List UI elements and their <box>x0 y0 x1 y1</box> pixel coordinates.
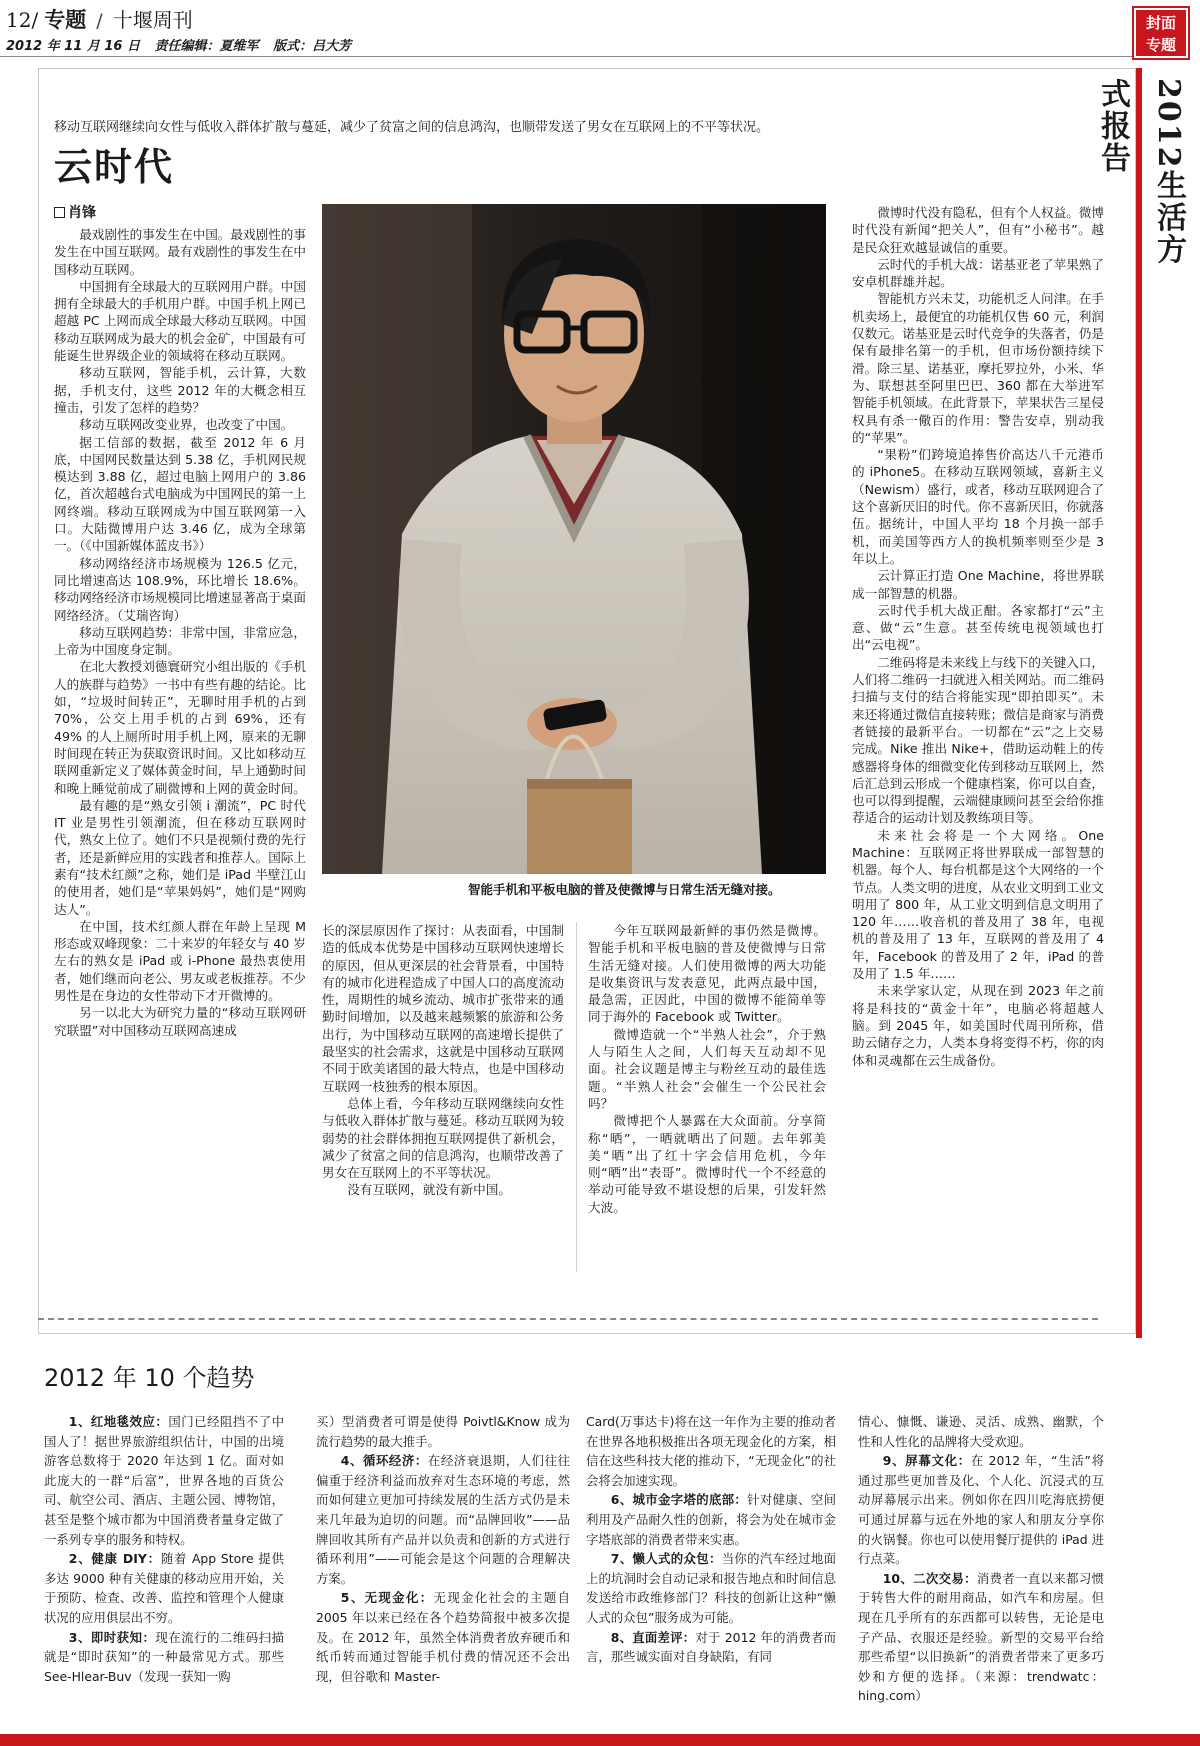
trends-column-2 <box>316 1412 570 1728</box>
trends-column-3 <box>586 1412 836 1728</box>
trend-item <box>44 1412 284 1549</box>
article-paragraph: 总体上看，今年移动互联网继续向女性与低收入群体扩散与蔓延。移动互联网为较弱势的社会群体拥抱互联网提供了新机会，减少了贫富之间的信息鸿沟，也顺带改善了男女在互联网上的不平等状况。 <box>322 1095 564 1181</box>
stamp-line-1: 封面 <box>1145 14 1176 32</box>
article-paragraph: 另一以北大为研究力量的“移动互联网研究联盟”对中国移动互联网高速成 <box>54 1005 306 1038</box>
article-paragraph: 在北大教授刘德寰研究小组出版的《手机人的族群与趋势》一书中有些有趣的结论。比如，“垃圾时间转正”，无聊时用手机的占到 70%，公交上用手机的占到 69%，还有 49% 的人上厕所时用手机上网，原来的无聊时间现在转正为获取资讯时间。又比如移动互联网重新定义了媒体黄金时间，早上通勤时间和晚上睡觉前成了刷微博和上网的黄金时间。 <box>54 659 306 796</box>
article-paragraph: 未来学家认定，从现在到 2023 年之前将是科技的“黄金十年”，电脑必将超越人脑。到 2045 年，如美国时代周刊所称，借助云储存之力，人类本身将变得不朽，你的肉体和灵魂都在云生成备份。 <box>852 983 1104 1068</box>
article-paragraph: 在中国，技术红颜人群在年龄上呈现 M 形态或双峰现象：二十来岁的年轻女与 40 岁左右的熟女是 iPad 或 i-Phone 最热衷使用者，她们继而向老公、男友或老板推荐。不少男性是在身边的女性带动下才开微博的。 <box>54 918 306 1004</box>
article-paragraph: 据工信部的数据，截至 2012 年 6 月底，中国网民数量达到 5.38 亿，手机网民规模达到 3.88 亿，超过电脑上网用户的 3.86 亿，首次超越台式电脑成为中国网民的第一上网终端。移动互联网成为中国互联网第一入口。大陆微博用户达 3.46 亿，成为全球第一。（《中国新媒体蓝皮书》） <box>54 434 306 554</box>
trends-title: 2012 年 10 个趋势 <box>44 1364 255 1392</box>
trend-item-text: 在 2012 年，“生活”将通过那些更加普及化、个人化、沉浸式的互动屏幕展示出来。例如你在四川吃海底捞便可通过屏幕与远在外地的家人和朋友分享你的火锅餐。你也可以使用餐厅提供的 iPad 进行点菜。 <box>858 1453 1104 1567</box>
trend-item <box>44 1549 284 1627</box>
trend-item-label: 8、直面差评： <box>610 1629 696 1645</box>
article-paragraph: 没有互联网，就没有新中国。 <box>347 1182 511 1198</box>
photo-illustration <box>322 204 826 874</box>
trend-item <box>586 1490 836 1549</box>
trend-item-text: 针对健康、空间利用及产品耐久性的创新，将会为处在城市金字塔底部的消费者带来实惠。 <box>586 1492 836 1547</box>
article-paragraph: 智能机方兴未艾，功能机乏人问津。在手机卖场上，最便宜的功能机仅售 60 元，利润仅数元。诺基亚是云时代竞争的失落者，仍是保有最排名第一的手机，但市场份额持续下滑。除三星、诺基亚，摩托罗拉外，小米、华为、联想甚至阿里巴巴、360 都在大举进军智能手机领域。在此背景下，苹果状告三星侵权具有杀一儆百的作用：警告安卓，别动我的“苹果”。 <box>852 291 1104 445</box>
trend-item-label: 1、红地毯效应： <box>68 1414 169 1429</box>
trend-item <box>316 1588 570 1686</box>
trend-item-text: Card(万事达卡)将在这一年作为主要的推动者在世界各地积极推出各项无现金化的方案，相信在这些科技大佬的推动下，“无现金化”的社会将会加速实现。 <box>586 1414 836 1488</box>
editor-credit: 责任编辑：夏维军 <box>154 39 259 54</box>
article-paragraph: 移动互联网趋势：非常中国，非常应急，上帝为中国度身定制。 <box>54 624 306 658</box>
column-divider <box>576 922 577 1272</box>
article-paragraph: “果粉”们跨境追捧售价高达八千元港币的 iPhone5。在移动互联网领域，喜新主义（Newism）盛行，或者，移动互联网迎合了这个喜新厌旧的时代。你不喜新厌旧，你就落伍。据统计，中国人平均 18 个月换一部手机，而美国等西方人的换机频率则至少是 3 年以上。 <box>852 447 1104 566</box>
article-column-3 <box>588 922 826 1278</box>
article-paragraph: 二维码将是未来线上与线下的关键入口，人们将二维码一扫就进入相关网站。而二维码扫描与支付的结合将能实现“即拍即买”。未来还将通过微信直接转账；微信是商家与消费者链接的最新平台。一切都在“云”之上交易完成。Nike 推出 Nike+，借助运动鞋上的传感器将身体的细微变化传到移动互联网上，然后汇总到云形成一个健康档案，你可以自查，也可以得到提醒，云端健康顾问甚至会给你推荐适合的运动计划及教练项目等。 <box>852 654 1104 826</box>
trends-column-1 <box>44 1412 284 1728</box>
section-name: 专题 <box>44 8 87 32</box>
page-header <box>0 0 1200 70</box>
stamp-line-2: 专题 <box>1145 36 1176 54</box>
section-stamp <box>1132 6 1190 60</box>
trend-item <box>858 1451 1104 1569</box>
article-paragraph: 未来社会将是一个大网络。One Machine：互联网正将世界联成一部智慧的机器。每个人、每台机都是这个大网络的一个节点。人类文明的进度，从农业文明到工业文明用了 800 年，从工业文明到信息文明用了 120 年……收音机的普及用了 38 年，电视机的普及用了 13 年，互联网的普及用了 4 年，Facebook 的普及用了 2 年，iPad 的普及用了 1.5 年…… <box>852 827 1104 982</box>
section-divider <box>38 1318 1098 1320</box>
author-name: 肖锋 <box>68 205 96 221</box>
trend-item-label: 5、无现金化： <box>340 1590 434 1606</box>
article-column-1 <box>54 226 306 1278</box>
byline-box-icon <box>54 207 65 218</box>
header-credits <box>6 35 361 54</box>
issue-date: 2012 年 11 月 16 日 <box>6 39 140 54</box>
trend-item-label: 3、即时获知： <box>68 1629 156 1645</box>
article-paragraph: 长的深层原因作了探讨：从表面看，中国制造的低成本优势是中国移动互联网快速增长的原因，但从更深层的社会背景看，中国特有的城市化进程造成了中国人口的高度流动性，周期性的城乡流动、城市扩张带来的通勤时间增加，以及越来越频繁的旅游和公务出行，为中国移动互联网的高速增长提供了最坚实的社会需求，这就是中国移动互联网不同于欧美诸国的最大特点，也是中国移动互联网一枝独秀的根本原因。 <box>322 923 564 1094</box>
article-lede: 移动互联网继续向女性与低收入群体扩散与蔓延，减少了贫富之间的信息鸿沟，也顺带发送了男女在互联网上的不平等状况。 <box>54 120 770 135</box>
article-paragraph: 云时代的手机大战：诺基亚老了苹果熟了安卓机群雄并起。 <box>852 256 1104 290</box>
article-paragraph: 微博把个人暴露在大众面前。分享简称“晒”，一晒就晒出了问题。去年郭美美“晒”出了红十字会信用危机，今年则“晒”出“表哥”。微博时代一个不经意的举动可能导致不堪设想的后果，引发轩然大波。 <box>588 1113 826 1215</box>
trend-item-label: 6、城市金字塔的底部： <box>610 1492 748 1508</box>
trend-item-label: 7、懒人式的众包： <box>610 1551 722 1567</box>
trend-item-label: 9、屏幕文化： <box>882 1453 971 1469</box>
trend-item <box>44 1628 284 1687</box>
article-paragraph: 云计算正打造 One Machine，将世界联成一部智慧的机器。 <box>852 568 1104 601</box>
report-year: 2012 <box>1151 78 1186 170</box>
page-number: 12/ <box>6 8 39 32</box>
trends-column-4 <box>858 1412 1104 1728</box>
article-paragraph: 今年互联网最新鲜的事仍然是微博。智能手机和平板电脑的普及使微博与日常生活无缝对接。人们使用微博的两大功能是收集资讯与发表意见，此两点最中国，最急需，正因此，中国的微博不能简单等同于海外的 Facebook 或 Twitter。 <box>588 923 826 1025</box>
article-paragraph: 移动互联网改变业界，也改变了中国。 <box>79 417 294 433</box>
trend-item-label: 2、健康 DIY： <box>68 1551 161 1567</box>
trend-item <box>586 1549 836 1627</box>
trend-item-text: 无现金化社会的主题自 2005 年以来已经在各个趋势简报中被多次提及。在 2012 年，虽然全体消费者放弃硬币和纸币转而通过智能手机付费的情况还不会出现，但谷歌和 Master- <box>316 1590 570 1684</box>
article-paragraph: 微博时代没有隐私，但有个人权益。微博时代没有新闻“把关人”，但有“小秘书”。越是民众狂欢越显诚信的重要。 <box>852 205 1104 255</box>
article-title: 云时代 <box>54 144 175 189</box>
header-separator: / <box>96 10 103 32</box>
article-paragraph: 最有趣的是“熟女引领 i 潮流”，PC 时代 IT 业是男性引领潮流，但在移动互联网时代，熟女上位了。她们不只是视频付费的先行者，还是新鲜应用的实践者和推荐人。国际上素有“技术红颜”之称，她们是 iPad 半壁江山的使用者，她们是“苹果妈妈”，她们是“网购达人”。 <box>54 797 306 917</box>
trend-item-text: 买）型消费者可谓是使得 Poivtl&Know 成为流行趋势的最大推手。 <box>316 1414 570 1449</box>
trend-item <box>316 1412 570 1451</box>
article-paragraph: 云时代手机大战正酣。各家都打“云”主意、做“云”生意。甚至传统电视领域也打出“云电视”。 <box>852 602 1104 653</box>
trend-item-label: 4、循环经济： <box>340 1453 428 1469</box>
vertical-report-title <box>1095 78 1196 278</box>
trend-item-label: 10、二次交易： <box>882 1570 977 1586</box>
layout-credit: 版式：吕大芳 <box>273 39 352 54</box>
article-paragraph: 移动互联网，智能手机，云计算，大数据，手机支付，这些 2012 年的大概念相互撞击，引发了怎样的趋势？ <box>54 365 306 415</box>
header-masthead <box>6 4 193 34</box>
trend-item <box>858 1412 1104 1451</box>
trend-item-text: 现在流行的二维码扫描就是“即时获知”的一种最常见方式。那些 See-Hlear-Buv（发现一获知一购 <box>44 1629 284 1684</box>
article-photo <box>322 204 826 874</box>
article-column-4 <box>852 204 1104 1278</box>
header-rule <box>0 56 1135 57</box>
article-paragraph: 最戏剧性的事发生在中国。最戏剧性的事发生在中国互联网。最有戏剧性的事发生在中国移动互联网。 <box>54 227 306 277</box>
article-paragraph: 移动网络经济市场规模为 126.5 亿元，同比增速高达 108.9%，环比增长 18.6%。移动网络经济市场规模同比增速显著高于桌面网络经济。（艾瑞咨询） <box>54 555 306 623</box>
report-title: 生活方式报告 <box>1095 78 1186 266</box>
trend-item-text: 随着 App Store 提供多达 9000 种有关健康的移动应用开始，关于预防、检查、改善、监控和管理个人健康状况的应用俱层出不穷。 <box>44 1551 284 1625</box>
trend-item-text: 情心、慷慨、谦逊、灵活、成熟、幽默，个性和人性化的品牌将大受欢迎。 <box>858 1414 1104 1449</box>
article-column-2 <box>322 922 564 1278</box>
trend-item-text: 消费者一直以来都习惯于转售大件的耐用商品，如汽车和房屋。但现在几乎所有的东西都可以转售，无论是电子产品、衣服还是经验。新型的交易平台给那些希望“以旧换新”的消费者带来了更多巧妙和方便的选择。（来源：trendwatc：hing.com） <box>858 1570 1104 1704</box>
trend-item <box>858 1569 1104 1706</box>
trend-item-text: 在经济衰退期，人们往往偏重于经济利益而放弃对生态环境的考虑，然而如何建立更加可持续发展的生活方式仍是未来几年最为迫切的问题。而“品牌回收”——品牌回收其所有产品并以负责和创新的方式进行循环利用”——可能会是这个问题的合理解决方案。 <box>316 1453 570 1586</box>
article-byline <box>54 202 96 222</box>
photo-caption: 智能手机和平板电脑的普及使微博与日常生活无缝对接。 <box>468 882 781 897</box>
article-paragraph: 微博造就一个“半熟人社会”，介于熟人与陌生人之间，人们每天互动却不见面。社会议题是博主与粉丝互动的最佳选题。“半熟人社会”会催生一个公民社会吗？ <box>588 1026 826 1111</box>
trend-item <box>586 1628 836 1667</box>
trend-item <box>586 1412 836 1490</box>
trend-item-text: 国门已经阻挡不了中国人了！据世界旅游组织估计，中国的出境游客总数将于 2020 年达到 1 亿。面对如此庞大的一群“后富”，世界各地的百货公司、航空公司、酒店、主题公园、博物馆，甚至是整个城市都为中国消费者量身定做了一系列专享的服务和特权。 <box>44 1414 284 1547</box>
trend-item-text: 对于 2012 年的消费者而言，那些诚实面对自身缺陷，有同 <box>586 1629 836 1665</box>
trend-item-text: 当你的汽车经过地面上的坑洞时会自动记录和报告地点和时间信息发送给市政维修部门？科技的创新让这种“懒人式的众包”服务成为可能。 <box>586 1551 836 1625</box>
article-paragraph: 中国拥有全球最大的互联网用户群。中国拥有全球最大的手机用户群。中国手机上网已超越 PC 上网而成全球最大移动互联网。中国移动互联网成为最大的机会金矿，中国最有可能诞生世界级企业的领域将在移动互联网。 <box>54 278 306 364</box>
trend-item <box>316 1451 570 1588</box>
bottom-red-strip <box>0 1734 1200 1746</box>
paper-name: 十堰周刊 <box>112 8 193 32</box>
